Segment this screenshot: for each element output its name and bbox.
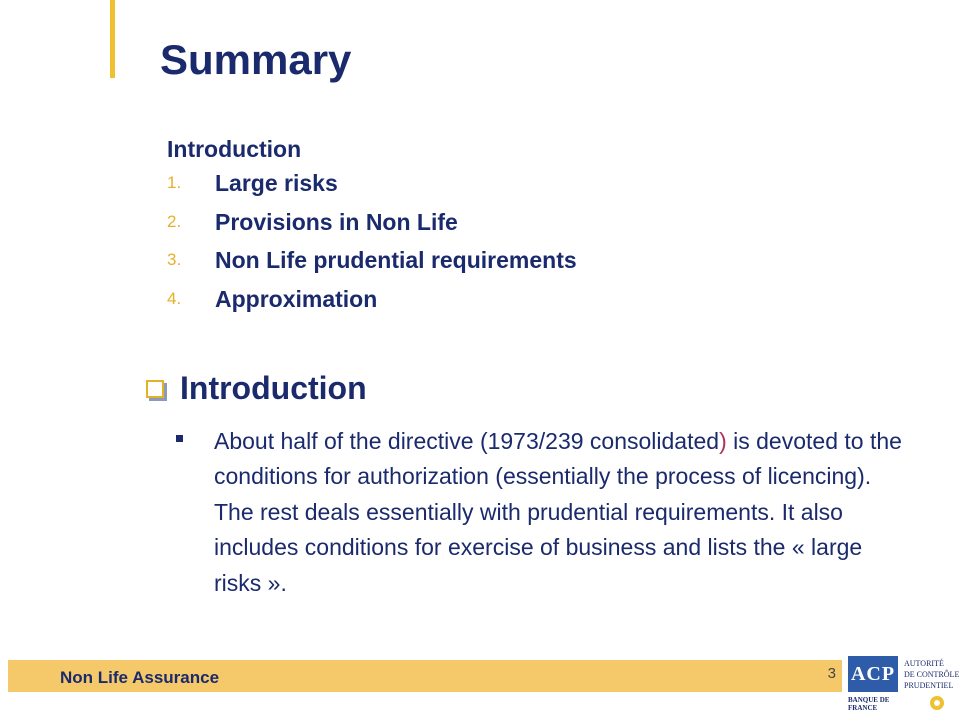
summary-item-label: Non Life prudential requirements: [215, 247, 577, 273]
summary-item-number: 4.: [167, 288, 182, 308]
summary-heading: Introduction: [167, 136, 302, 162]
summary-item: [167, 164, 577, 203]
section-heading: [146, 370, 367, 407]
summary-item-label: Provisions in Non Life: [215, 208, 458, 235]
checkbox-bullet-icon: [146, 380, 164, 398]
logo-bank-name: BANQUE DE FRANCE: [848, 696, 890, 712]
summary-item-label: Large risks: [215, 170, 338, 196]
paragraph-text: [214, 424, 914, 601]
paragraph-text-part: is devoted to the conditions for authorization (essentially the process of licencing). The rest deals essentially with prudential requirements. It also includes conditions for exercise of business and lists the « large risks ».: [214, 428, 902, 596]
logo-text: [904, 658, 960, 691]
summary-list: [167, 164, 577, 318]
paragraph-highlight: ): [719, 428, 727, 454]
logo-acronym: ACP: [848, 656, 898, 692]
summary-item-number: 1.: [167, 173, 182, 192]
page-number: 3: [827, 665, 836, 682]
paragraph-text-part: About half of the directive (1973/239 consolidated: [214, 428, 720, 454]
title-accent-bar: [110, 0, 115, 78]
footer-band: [8, 660, 842, 692]
summary-item: [167, 280, 577, 319]
logo-line: PRUDENTIEL: [904, 681, 954, 690]
bank-emblem-icon: [928, 694, 946, 712]
introduction-section: [146, 370, 367, 407]
summary-item-number: 2.: [167, 211, 182, 231]
summary-item: [167, 203, 577, 242]
summary-block: [167, 134, 577, 318]
square-bullet-icon: [176, 435, 183, 442]
summary-item-number: 3.: [167, 250, 182, 269]
logo-line: AUTORITÉ: [904, 659, 944, 668]
section-title: Introduction: [180, 370, 367, 406]
summary-item-label: Approximation: [215, 285, 378, 312]
acp-logo: [848, 656, 958, 716]
logo-line: DE CONTRÔLE: [904, 670, 960, 679]
slide-title: Summary: [160, 36, 352, 83]
footer-label: Non Life Assurance: [60, 668, 220, 687]
summary-item: [167, 241, 577, 280]
